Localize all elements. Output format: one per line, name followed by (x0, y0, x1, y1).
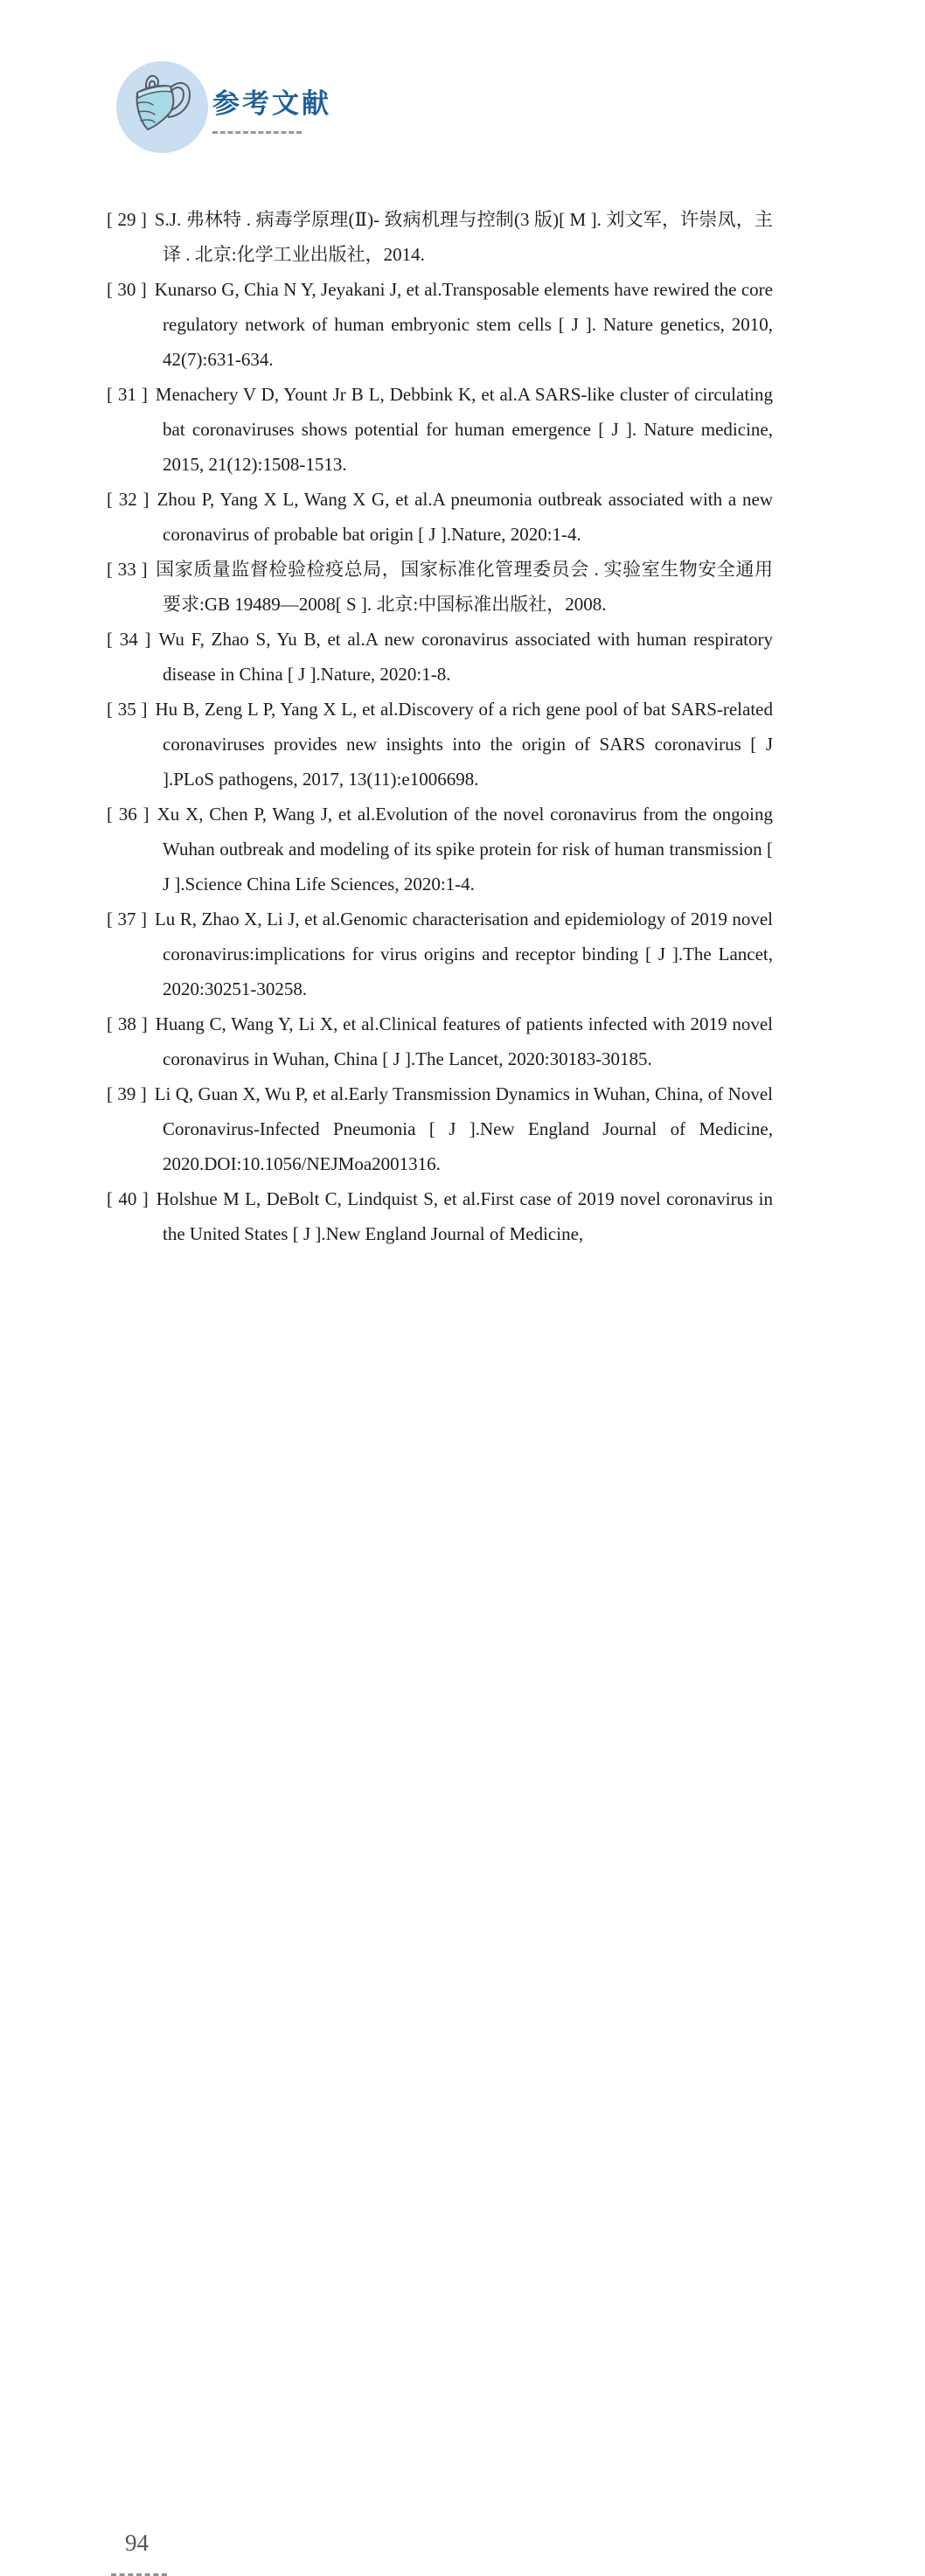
reference-text: Hu B, Zeng L P, Yang X L, et al.Discovery of a rich gene pool of bat SARS-related coronaviruses provides new insights into the origin of SARS coronavirus [ J ].PLoS pathogens, 2017, 13(11):e1006698. (155, 699, 773, 790)
reference-text: Kunarso G, Chia N Y, Jeyakani J, et al.Transposable elements have rewired the core regulatory network of human embryonic stem cells [ J ]. Nature genetics, 2010, 42(7):631-634. (154, 279, 773, 370)
page-number: 94 (125, 2530, 149, 2556)
page-footer (0, 1265, 925, 2556)
reference-item (107, 692, 773, 797)
reference-item (107, 902, 773, 1006)
reference-number: [ 33 ] (107, 559, 148, 580)
title-block (212, 90, 331, 134)
reference-number: [ 32 ] (107, 489, 150, 510)
reference-text: Wu F, Zhao S, Yu B, et al.A new coronavirus associated with human respiratory disease in China [ J ].Nature, 2020:1-8. (158, 629, 773, 685)
reference-number: [ 36 ] (107, 804, 150, 825)
reference-item (107, 1006, 773, 1076)
page-title: 参考文献 (212, 88, 331, 119)
reference-number: [ 29 ] (107, 209, 147, 230)
reference-text: S.J. 弗林特 . 病毒学原理(Ⅱ)- 致病机理与控制(3 版)[ M ]. 刘文军，许崇凤，主译 . 北京:化学工业出版社，2014. (154, 209, 773, 265)
reference-number: [ 35 ] (107, 699, 148, 720)
reference-item (107, 1181, 773, 1251)
reference-text: Holshue M L, DeBolt C, Lindquist S, et al.First case of 2019 novel coronavirus in the United States [ J ].New England Journal of Medicine, (156, 1188, 773, 1244)
reference-item (107, 797, 773, 902)
reference-item (107, 1076, 773, 1181)
reference-text: Menachery V D, Yount Jr B L, Debbink K, et al.A SARS-like cluster of circulating bat coronaviruses shows potential for human emergence [ J ]. Nature medicine, 2015, 21(12):1508-1513. (155, 384, 773, 475)
reference-text: Huang C, Wang Y, Li X, et al.Clinical features of patients infected with 2019 novel coronavirus in Wuhan, China [ J ].The Lancet, 2020:30183-30185. (155, 1013, 773, 1069)
reference-text: Xu X, Chen P, Wang J, et al.Evolution of the novel coronavirus from the ongoing Wuhan outbreak and modeling of its spike protein for risk of human transmission [ J ].Science China Life Sciences, 2020:1-4. (156, 804, 773, 895)
reference-number: [ 31 ] (107, 384, 148, 405)
mask-icon (116, 61, 208, 153)
reference-text: 国家质量监督检验检疫总局，国家标准化管理委员会 . 实验室生物安全通用要求:GB 19489—2008[ S ]. 北京:中国标准出版社，2008. (155, 559, 773, 615)
reference-number: [ 39 ] (107, 1083, 147, 1104)
reference-item (107, 272, 773, 377)
reference-item (107, 552, 773, 622)
references-list (107, 202, 773, 1251)
title-dashed-underline (212, 131, 302, 134)
reference-text: Zhou P, Yang X L, Wang X G, et al.A pneumonia outbreak associated with a new coronavirus of probable bat origin [ J ].Nature, 2020:1-4. (156, 489, 773, 545)
reference-item (107, 377, 773, 482)
reference-item (107, 482, 773, 552)
reference-item (107, 202, 773, 272)
reference-item (107, 622, 773, 692)
reference-number: [ 37 ] (107, 909, 147, 929)
reference-text: Li Q, Guan X, Wu P, et al.Early Transmission Dynamics in Wuhan, China, of Novel Coronavirus-Infected Pneumonia [ J ].New England Journal of Medicine, 2020.DOI:10.1056/NEJMoa2001316. (154, 1083, 773, 1174)
reference-number: [ 30 ] (107, 279, 147, 300)
chapter-header (0, 0, 925, 192)
reference-number: [ 38 ] (107, 1013, 148, 1034)
reference-text: Lu R, Zhao X, Li J, et al.Genomic characterisation and epidemiology of 2019 novel coronavirus:implications for virus origins and receptor binding [ J ].The Lancet, 2020:30251-30258. (154, 909, 773, 999)
reference-number: [ 34 ] (107, 629, 151, 650)
reference-number: [ 40 ] (107, 1188, 149, 1209)
